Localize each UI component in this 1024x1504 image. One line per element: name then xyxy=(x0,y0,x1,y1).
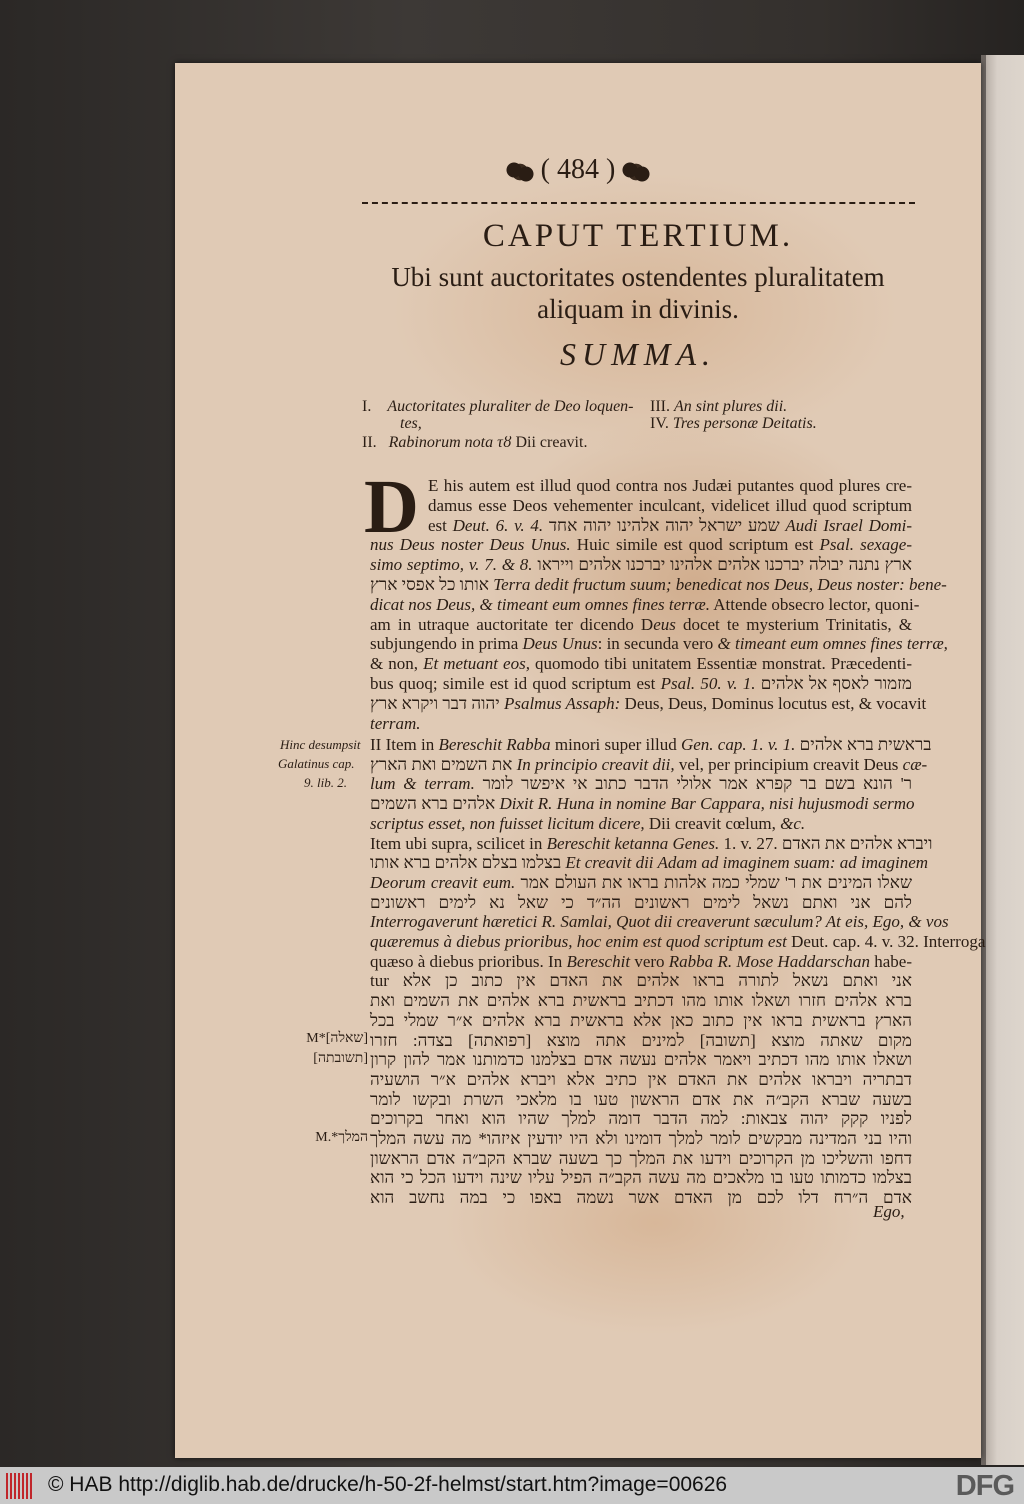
text-segment: dicat nos Deus, & timeant eum omnes fines terræ. xyxy=(370,594,710,614)
text-line xyxy=(370,1188,912,1208)
text-segment: דבתריה ויבראו אלהים את האדם אין כתיב אלא ויברא אלהים א״ר הושעיה xyxy=(370,1069,912,1089)
summa-item-4 xyxy=(650,415,817,433)
text-line xyxy=(370,674,912,694)
text-segment: Psal. sexage- xyxy=(819,535,913,555)
text-segment: vel, per principium creavit Deus xyxy=(674,754,903,774)
text-line xyxy=(370,1109,912,1129)
text-segment: את השמים ואת הארץ xyxy=(370,754,517,774)
text-segment: tur xyxy=(370,971,403,991)
text-segment: Gen. cap. 1. v. 1. xyxy=(680,735,796,754)
summa-text: Auctoritates pluraliter de Deo loquen- xyxy=(387,398,634,415)
text-segment: Et creavit dii Adam ad imaginem suam: ad imaginem xyxy=(565,853,929,873)
text-line xyxy=(370,893,912,913)
text-segment: אלהים ברא השמים xyxy=(370,794,500,814)
text-segment: nus Deus noster Deus Unus. xyxy=(370,535,571,555)
text-segment: 1. v. 27. ויברא אלהים את האדם xyxy=(719,833,933,853)
text-line xyxy=(370,794,915,814)
text-segment: Psalmus Assaph: xyxy=(503,693,625,713)
right-ornament-icon xyxy=(621,162,651,182)
text-segment: am in utraque auctoritate ter dicendo D xyxy=(370,614,654,634)
text-segment: & non, xyxy=(370,654,424,674)
summa-item-2 xyxy=(362,434,587,452)
text-line xyxy=(370,714,912,734)
text-segment: Terra dedit fructum suum; benedicat nos Deus, Deus noster: bene- xyxy=(493,575,947,594)
margin-note-line: Hinc desumpsit xyxy=(280,737,361,752)
hab-logo-icon xyxy=(6,1473,32,1499)
text-line xyxy=(370,1031,912,1051)
text-segment: Deorum creavit eum. xyxy=(370,872,516,892)
left-ornament-icon xyxy=(505,162,535,182)
text-segment: Deus Unus xyxy=(522,634,598,654)
text-line xyxy=(370,634,948,654)
text-segment: docet te mysterium Trinitatis, & xyxy=(675,614,912,634)
dfg-logo: DFG xyxy=(955,1470,1014,1502)
text-segment: דחפו והשליכו מן הקרוכים וידעו את המלך כך בשעה שברא הקב״ה אדם הראשון xyxy=(370,1148,912,1168)
text-line xyxy=(370,952,912,972)
text-line xyxy=(370,1129,912,1149)
summa-num: II. xyxy=(362,434,377,451)
text-segment: Bereschit ketanna Genes. xyxy=(546,833,720,853)
text-segment: מקום שאתה מוצא [תשובה] למינים אתה מוצא [רפואתה] בצדה: חזרו xyxy=(370,1030,912,1050)
text-line xyxy=(370,912,949,932)
text-segment: והיו בני המדינה מבקשים לומר למלך דומינו ולא היו יודעין איזהו* מה עשה המלך xyxy=(370,1129,912,1148)
text-segment: Dixit R. Huna in nomine Bar Cappara, nisi hujusmodi sermo xyxy=(499,794,915,814)
text-segment: subjungendo in prima xyxy=(370,634,523,654)
margin-variant-note: [תשובתה] xyxy=(313,1051,368,1066)
text-segment: בראשית ברא אלהים xyxy=(795,735,932,754)
text-line xyxy=(370,1011,912,1031)
text-segment: simo septimo, v. 7. & 8. xyxy=(370,555,533,575)
text-line xyxy=(370,654,912,674)
summa-text: tes, xyxy=(400,415,422,432)
text-segment: Deut. 6. v. 4. xyxy=(452,515,544,535)
text-line xyxy=(370,932,986,952)
text-segment: אני ואתם נשאל לתורה בראו אלהים את האדם אין כתוב כן אלא xyxy=(402,971,912,991)
text-segment: Et metuant eos, xyxy=(423,654,530,674)
footer-bar xyxy=(0,1467,1024,1504)
summa-text: Rabinorum nota τȣ xyxy=(388,434,512,451)
text-segment: terram. xyxy=(370,713,421,733)
text-line xyxy=(370,774,912,794)
text-segment: : in secunda vero xyxy=(597,634,718,654)
text-segment: vero xyxy=(630,951,669,971)
text-segment: Dii creavit cœlum, xyxy=(644,813,781,833)
text-segment: שמע ישראל יהוה אלהינו יהוה אחד xyxy=(543,515,786,535)
text-segment: לפניו קקק יהוה צבאות: למה הדבר דומה למלך שהיו הוא ואחר בקרוכים xyxy=(370,1109,912,1129)
summa-text: Tres personæ Deitatis. xyxy=(672,415,817,432)
page-number xyxy=(175,154,981,186)
margin-note-line: Galatinus cap. xyxy=(278,756,355,771)
text-line xyxy=(428,516,912,536)
text-segment: est xyxy=(428,515,453,535)
text-segment: habe- xyxy=(869,951,912,971)
text-segment: damus esse Deos vehementer inculcant, videlicet illud quod scriptum xyxy=(428,495,912,515)
text-segment: In principio creavit dii, xyxy=(516,754,675,774)
summa-item-1-cont xyxy=(400,415,422,433)
margin-variant-note: M.*המלך xyxy=(315,1130,368,1145)
summa-item-3 xyxy=(650,398,787,416)
summa-num: I. xyxy=(362,398,372,415)
text-segment: Bereschit xyxy=(566,951,631,971)
text-segment: Psal. 50. v. 1. xyxy=(660,674,756,693)
text-line xyxy=(370,991,912,1011)
summa-num: IV. xyxy=(650,415,669,432)
text-segment: אדם ה״רח דלו לכם מן האדם אשר נשמה באפו כי במה נחשב הוא xyxy=(370,1188,912,1208)
text-segment: II Item in xyxy=(370,735,439,754)
text-segment: בצלמו כדמותו טעו בו מלאכים מה עשה הקב״ה הפיל עליו שינה וידעו הכל כי הוא xyxy=(370,1168,912,1188)
text-segment: quomodo tibi unitatem Essentiæ monstrat. Præcedenti- xyxy=(529,654,913,674)
text-line xyxy=(370,1168,912,1188)
text-line xyxy=(428,476,912,496)
text-segment: ארץ נתנה יבולה יברכנו אלהים אלהינו יברכנו אלהים וייראו xyxy=(532,555,912,575)
text-line xyxy=(370,971,912,991)
text-segment: &c. xyxy=(780,813,806,833)
text-segment: Huic simile est quod scriptum est xyxy=(570,535,820,555)
text-segment: Rabba R. Mose Haddarschan xyxy=(668,951,870,971)
text-line xyxy=(370,1070,912,1090)
text-segment: Audi Israel Domi- xyxy=(785,515,913,535)
adjacent-page-edge xyxy=(986,55,1024,1465)
text-segment: בצלמו בצלם אלהים ברא אותו xyxy=(370,853,566,873)
text-line xyxy=(370,693,927,714)
text-line xyxy=(370,1149,912,1169)
text-line xyxy=(370,575,947,595)
margin-variant-note: M*[שאלה] xyxy=(306,1031,368,1046)
header-rule xyxy=(362,202,915,204)
text-segment: Item ubi supra, scilicet in xyxy=(370,833,547,853)
text-segment: מזמור לאסף אל אלהים xyxy=(755,674,912,693)
text-line xyxy=(370,594,920,615)
text-line xyxy=(370,555,912,575)
text-segment: Deus, Deus, Dominus locutus est, & vocavit xyxy=(624,693,927,713)
text-segment: bus quoq; simile est id quod scriptum est xyxy=(370,674,661,693)
summa-text: An sint plures dii. xyxy=(673,398,788,415)
chapter-subtitle-line2: aliquam in divinis. xyxy=(537,294,739,324)
page-number-text: ( 484 ) xyxy=(540,154,616,185)
summa-text: Dii creavit. xyxy=(515,434,588,451)
drop-cap: D xyxy=(364,465,419,549)
text-segment: lum & terram. xyxy=(370,774,475,794)
text-segment: eus xyxy=(653,614,676,634)
text-segment: ר' הונא בשם בר קפרא אמר אלולי הדבר כתוב אי איפשר לומר xyxy=(474,774,912,794)
text-segment: להם אני ואתם נשאל לימים ראשונים הה״ד כי שאל נא לימים ראשונים xyxy=(370,892,912,912)
text-line xyxy=(370,535,912,555)
text-segment: E his autem est illud quod contra nos Judæi putantes quod plures cre- xyxy=(428,476,912,495)
chapter-subtitle-line1: Ubi sunt auctoritates ostendentes pluralitatem xyxy=(391,262,885,292)
text-segment: ברא אלהים חזרו ושאלו אותו מהו דכתיב בראשית ברא אלהים את השמים ואת xyxy=(370,991,912,1011)
text-segment: Interrogaverunt hæretici R. Samlai, Quot dii creaverunt sæculum? At eis, Ego, & vos xyxy=(370,912,949,932)
text-segment: cæ- xyxy=(902,754,928,774)
text-segment: ושאלו אותו מהו דכתיב ויאמר אלהים נעשה אדם בצלמנו כדמותנו אמר להון קרון xyxy=(370,1050,912,1070)
text-segment: Bereschit Rabba xyxy=(438,735,551,754)
text-line xyxy=(370,1050,912,1070)
summa-item-1 xyxy=(362,398,634,416)
text-segment: Attende obsecro lector, quoni- xyxy=(709,594,920,614)
text-line xyxy=(370,615,912,635)
margin-note-line: 9. lib. 2. xyxy=(304,775,347,790)
text-segment: בשעה שברא הקב״ה את אדם הראשון טעו בו מלאכי השרת ובקשו לומר xyxy=(370,1089,912,1109)
catchword: Ego, xyxy=(873,1202,905,1221)
text-segment: scriptus esset, non fuisset licitum dicere, xyxy=(370,813,645,833)
text-segment: אותו כל אפסי ארץ xyxy=(370,575,494,594)
text-segment: הארץ בראשית בראו אין כתוב כאן אלא בראשית ברא אלהים א״ר שמלי בכל xyxy=(370,1010,912,1030)
text-line xyxy=(370,873,912,893)
chapter-title: CAPUT TERTIUM. xyxy=(482,218,794,254)
text-line xyxy=(370,833,933,854)
text-line xyxy=(428,496,912,516)
text-segment: minori super illud xyxy=(550,735,681,754)
text-segment: quæso à diebus prioribus. In xyxy=(370,951,567,971)
text-segment: & timeant eum omnes fines terræ, xyxy=(717,634,948,654)
text-line xyxy=(370,853,929,873)
text-segment: Deut. cap. 4. v. 32. Interroga xyxy=(786,932,986,951)
text-line xyxy=(370,1090,912,1110)
footer-credit-link[interactable]: © HAB http://diglib.hab.de/drucke/h-50-2f-helmst/start.htm?image=00626 xyxy=(48,1473,728,1496)
text-segment: יהוה דבר ויקרא ארץ xyxy=(370,693,504,713)
text-segment: שאלו המינים את ר' שמלי כמה אלהות בראו את העולם אמר xyxy=(515,872,912,892)
text-segment: quæremus à diebus prioribus, hoc enim est quod scriptum est xyxy=(370,932,787,951)
summa-num: III. xyxy=(650,398,670,415)
summa-heading: SUMMA. xyxy=(560,336,716,372)
text-line xyxy=(370,754,928,775)
text-line xyxy=(370,814,912,834)
text-line xyxy=(370,735,932,755)
